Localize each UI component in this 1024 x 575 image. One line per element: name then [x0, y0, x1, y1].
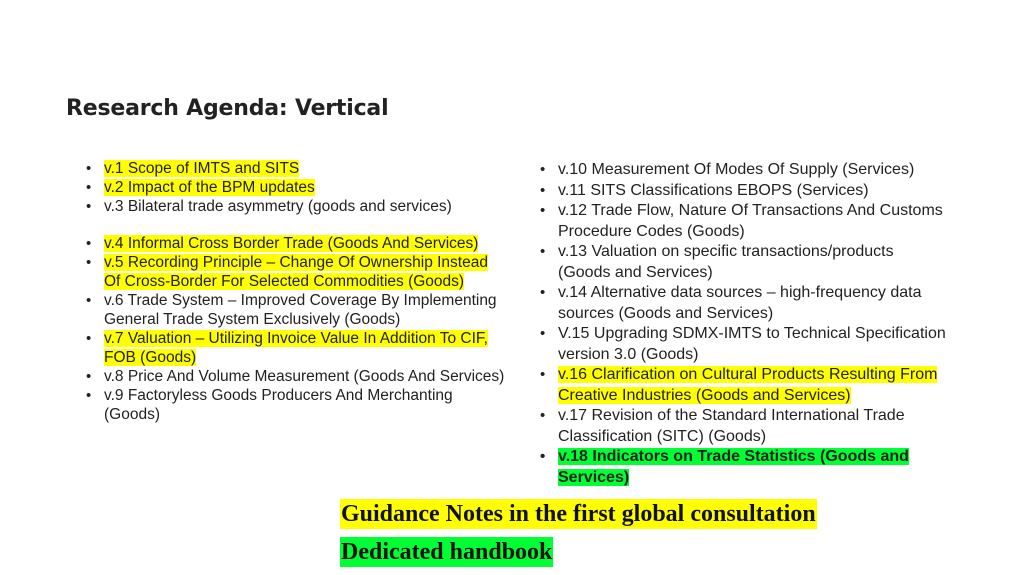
list-item-text: v.13 Valuation on specific transactions/products (Goods and Services) [558, 243, 894, 281]
list-item-text: v.11 SITS Classifications EBOPS (Services) [558, 181, 869, 199]
list-item-text: v.17 Revision of the Standard International Trade Classification (SITC) (Goods) [558, 407, 905, 445]
list-item-text: v.16 Clarification on Cultural Products Resulting From Creative Industries (Goods and Services) [558, 366, 938, 404]
list-item [86, 367, 506, 386]
list-item-text: V.15 Upgrading SDMX-IMTS to Technical Specification version 3.0 (Goods) [558, 325, 946, 363]
bullet-icon: • [86, 254, 92, 271]
list-item [540, 242, 950, 283]
slide-title: Research Agenda: Vertical [66, 96, 389, 121]
list-item [86, 291, 506, 329]
list-item [540, 283, 950, 324]
bullet-icon: • [86, 330, 92, 347]
bullet-icon: • [86, 292, 92, 309]
list-item-text: v.7 Valuation – Utilizing Invoice Value In Addition To CIF, FOB (Goods) [104, 330, 488, 366]
bullet-icon: • [86, 387, 92, 404]
list-item [540, 324, 950, 365]
list-item [86, 197, 506, 216]
left-bullet-list [86, 159, 506, 424]
list-item-text: v.12 Trade Flow, Nature Of Transactions And Customs Procedure Codes (Goods) [558, 202, 943, 240]
list-item [540, 447, 950, 488]
list-item [540, 201, 950, 242]
list-item-text: v.10 Measurement Of Modes Of Supply (Services) [558, 161, 915, 178]
list-item [540, 181, 950, 202]
list-item-text: v.14 Alternative data sources – high-frequency data sources (Goods and Services) [558, 284, 922, 322]
bullet-icon: • [86, 368, 92, 385]
bullet-icon: • [86, 198, 92, 215]
list-item-text: v.2 Impact of the BPM updates [104, 179, 315, 196]
bullet-icon: • [540, 243, 546, 260]
list-item-text: v.3 Bilateral trade asymmetry (goods and services) [104, 198, 452, 215]
list-item-text: v.4 Informal Cross Border Trade (Goods And Services) [104, 235, 479, 252]
bullet-icon: • [540, 181, 546, 199]
bullet-icon: • [540, 448, 546, 465]
list-item [86, 178, 506, 197]
list-item-text: v.1 Scope of IMTS and SITS [104, 160, 300, 177]
list-item [540, 365, 950, 406]
list-item [86, 253, 506, 291]
guidance-notes-callout: Guidance Notes in the first global consultation [341, 501, 816, 527]
list-item-text: v.8 Price And Volume Measurement (Goods And Services) [104, 368, 505, 385]
bullet-icon: • [540, 202, 546, 219]
bullet-icon: • [540, 366, 546, 383]
list-item [86, 159, 506, 178]
list-item [540, 406, 950, 447]
bullet-icon: • [540, 161, 546, 178]
bullet-icon: • [540, 325, 546, 342]
bullet-icon: • [540, 284, 546, 301]
bullet-icon: • [86, 179, 92, 196]
bullet-icon: • [540, 407, 546, 424]
list-item-text: v.18 Indicators on Trade Statistics (Goods and Services) [558, 448, 909, 486]
dedicated-handbook-callout: Dedicated handbook [341, 539, 553, 565]
list-item-text: v.5 Recording Principle – Change Of Ownership Instead Of Cross-Border For Selected Commodities (Goods) [104, 254, 488, 290]
right-bullet-list [540, 160, 950, 488]
bullet-icon: • [86, 235, 92, 252]
list-item [86, 234, 506, 253]
bullet-icon: • [86, 160, 92, 177]
list-item-text: v.9 Factoryless Goods Producers And Merchanting (Goods) [104, 387, 453, 423]
list-item [540, 160, 950, 181]
list-item [86, 386, 506, 424]
list-item-text: v.6 Trade System – Improved Coverage By Implementing General Trade System Exclusively (Goods) [104, 292, 497, 328]
list-item [86, 329, 506, 367]
